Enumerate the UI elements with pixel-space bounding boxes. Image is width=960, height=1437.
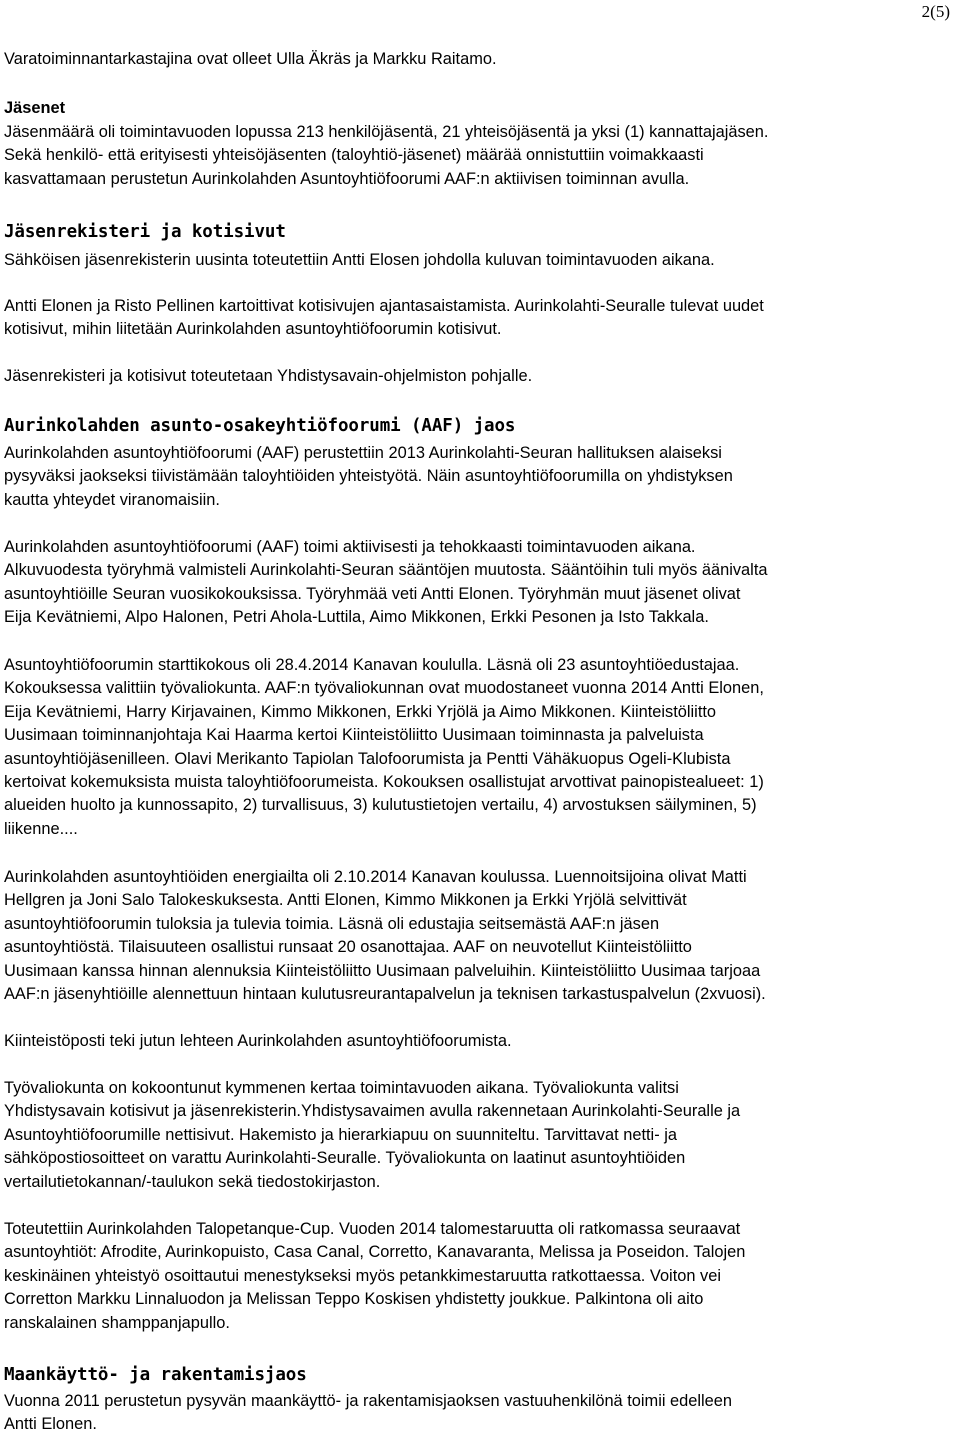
text-line: vertailutietokannan/-taulukon sekä tiedostokirjaston. bbox=[4, 1172, 381, 1191]
text-line: Uusimaan toiminnanjohtaja Kai Haarma kertoi Kiinteistöliitto Uusimaan toiminnasta ja palveluista bbox=[4, 726, 704, 745]
text-line: Kokouksessa valittiin työvaliokunta. AAF:n työvaliokunnan ovat muodostaneet vuonna 2014 Antti Elonen, bbox=[4, 679, 764, 698]
text-line: Eija Kevätniemi, Alpo Halonen, Petri Ahola-Luttila, Aimo Mikkonen, Erkki Pesonen ja Isto Takkala. bbox=[4, 608, 709, 627]
text-line: asuntoyhtiöt: Afrodite, Aurinkopuisto, Casa Canal, Corretto, Kanavaranta, Melissa ja Poseidon. Talojen bbox=[4, 1243, 746, 1262]
aaf-paragraph-2 bbox=[4, 536, 956, 630]
section-heading-land-use: Maankäyttö- ja rakentamisjaos bbox=[4, 1365, 307, 1385]
members-paragraph bbox=[4, 121, 956, 191]
text-line: Sähköisen jäsenrekisterin uusinta toteutettiin Antti Elosen johdolla kuluvan toimintavuoden aikana. bbox=[4, 251, 715, 269]
text-line: Aurinkolahden asuntoyhtiöfoorumi (AAF) perustettiin 2013 Aurinkolahti-Seuran hallituksen alaiseksi bbox=[4, 444, 722, 462]
text-line: Varatoiminnantarkastajina ovat olleet Ulla Äkräs ja Markku Raitamo. bbox=[4, 50, 497, 68]
text-line: Jäsenrekisteri ja kotisivut toteutetaan Yhdistysavain-ohjelmiston pohjalle. bbox=[4, 367, 533, 385]
text-line: asuntoyhtiöfoorumin tuloksia ja tulevia toimia. Läsnä oli edustajia seitsemästä AAF:n jäsen bbox=[4, 914, 660, 933]
text-line: kotisivut, mihin liitetään Aurinkolahden asuntoyhtiöfoorumin kotisivut. bbox=[4, 320, 502, 339]
aaf-paragraph-6 bbox=[4, 1077, 956, 1194]
text-line: alueiden huolto ja kunnossapito, 2) turvallisuus, 3) kulutustietojen vertailu, 4) arvostuksen säilyminen, 5) bbox=[4, 796, 757, 815]
text-line: Kiinteistöposti teki jutun lehteen Aurinkolahden asuntoyhtiöfoorumista. bbox=[4, 1032, 512, 1050]
text-line: Aurinkolahden asuntoyhtiöiden energiailta oli 2.10.2014 Kanavan koulussa. Luennoitsijoina olivat Matti bbox=[4, 868, 747, 886]
section-heading-aaf: Aurinkolahden asunto-osakeyhtiöfoorumi (AAF) jaos bbox=[4, 416, 516, 436]
text-line: pysyväksi jaokseksi tiivistämään taloyhtiöiden yhteistyötä. Näin asuntoyhtiöfoorumilla on yhdistyksen bbox=[4, 467, 733, 486]
text-line: kertoivat kokemuksista muista taloyhtiöfoorumeista. Kokouksen osallistujat arvottivat painopistealueet: 1) bbox=[4, 773, 764, 792]
text-line: keskinäinen yhteistyö osoittautui menestykseksi myös petankkimestaruutta ratkottaessa. Voiton vei bbox=[4, 1266, 721, 1285]
text-line: AAF:n jäsenyhtiöille alennettuun hintaan kulutusreurantapalvelun ja teknisen tarkastuspalvelun (2xvuosi). bbox=[4, 985, 766, 1004]
text-line: Toteutettiin Aurinkolahden Talopetanque-Cup. Vuoden 2014 talomestaruutta oli ratkomassa seuraavat bbox=[4, 1220, 741, 1238]
text-line: sähköpostiosoitteet on varattu Aurinkolahti-Seuralle. Työvaliokunta on laatinut asuntoyhtiöiden bbox=[4, 1149, 686, 1168]
aaf-paragraph-4 bbox=[4, 866, 956, 1006]
aaf-paragraph-5 bbox=[4, 1030, 956, 1053]
text-line: asuntoyhtiöille Seuran vuosikokouksissa. Työryhmää veti Antti Elonen. Työryhmän muut jäsenet olivat bbox=[4, 584, 741, 603]
registry-paragraph-3 bbox=[4, 365, 956, 388]
text-line: asuntoyhtiöstä. Tilaisuuteen osallistui runsaat 20 osanottajaa. AAF on neuvotellut Kiinteistöliitto bbox=[4, 938, 692, 957]
text-line: Uusimaan kanssa hinnan alennuksia Kiinteistöliitto Uusimaan palveluihin. Kiinteistöliitto Uusimaa tarjoaa bbox=[4, 961, 761, 980]
text-line: kautta yhteydet viranomaisiin. bbox=[4, 490, 220, 509]
text-line: Sekä henkilö- että erityisesti yhteisöjäsenten (taloyhtiö-jäsenet) määrää onnistuttiin voimakkaasti bbox=[4, 146, 704, 165]
text-line: asuntoyhtiöjäsenilleen. Olavi Merikanto Tapiolan Talofoorumista ja Pentti Vähäkuopus Ogeli-Klubista bbox=[4, 749, 731, 768]
text-line: Corretton Markku Linnaluodon ja Melissan Teppo Koskisen yhdistetty joukkue. Palkintona oli aito bbox=[4, 1290, 704, 1309]
aaf-paragraph-7 bbox=[4, 1218, 956, 1335]
page-number: 2(5) bbox=[921, 2, 950, 21]
text-line: ranskalainen shamppanjapullo. bbox=[4, 1313, 230, 1332]
text-line: Asuntoyhtiöfoorumin starttikokous oli 28.4.2014 Kanavan koululla. Läsnä oli 23 asuntoyhtiöedustajaa. bbox=[4, 656, 740, 674]
text-line: Työvaliokunta on kokoontunut kymmenen kertaa toimintavuoden aikana. Työvaliokunta valitsi bbox=[4, 1079, 679, 1097]
land-use-paragraph bbox=[4, 1390, 956, 1437]
registry-paragraph-2 bbox=[4, 295, 956, 342]
text-line: liikenne.... bbox=[4, 819, 78, 838]
text-line: Antti Elonen ja Risto Pellinen kartoittivat kotisivujen ajantasaistamista. Aurinkolahti-Seuralle tulevat uudet bbox=[4, 297, 764, 315]
text-line: kasvattamaan perustetun Aurinkolahden Asuntoyhtiöfoorumi AAF:n aktiivisen toiminnan avulla. bbox=[4, 169, 690, 188]
text-line: Vuonna 2011 perustetun pysyvän maankäyttö- ja rakentamisjaoksen vastuuhenkilönä toimii edelleen bbox=[4, 1392, 733, 1410]
intro-paragraph bbox=[4, 48, 956, 71]
registry-paragraph-1 bbox=[4, 249, 956, 272]
aaf-paragraph-1 bbox=[4, 442, 956, 512]
text-line: Alkuvuodesta työryhmä valmisteli Aurinkolahti-Seuran sääntöjen muutosta. Sääntöihin tuli myös äänivalta bbox=[4, 561, 768, 580]
text-line: Eija Kevätniemi, Harry Kirjavainen, Kimmo Mikkonen, Erkki Yrjölä ja Aimo Mikkonen. Kiinteistöliitto bbox=[4, 702, 717, 721]
text-line: Yhdistysavain kotisivut ja jäsenrekisterin.Yhdistysavaimen avulla rakennetaan Aurinkolahti-Seuralle ja bbox=[4, 1102, 741, 1121]
aaf-paragraph-3 bbox=[4, 654, 956, 841]
text-line: Aurinkolahden asuntoyhtiöfoorumi (AAF) toimi aktiivisesti ja tehokkaasti toimintavuoden aikana. bbox=[4, 538, 696, 556]
text-line: Asuntoyhtiöfoorumille nettisivut. Hakemisto ja hierarkiapuu on suunniteltu. Tarvittavat netti- ja bbox=[4, 1125, 677, 1144]
section-heading-members: Jäsenet bbox=[4, 99, 66, 117]
text-line: Antti Elonen. bbox=[4, 1415, 97, 1434]
section-heading-registry: Jäsenrekisteri ja kotisivut bbox=[4, 222, 286, 242]
text-line: Jäsenmäärä oli toimintavuoden lopussa 213 henkilöjäsentä, 21 yhteisöjäsentä ja yksi (1) kannattajajäsen. bbox=[4, 123, 769, 141]
text-line: Hellgren ja Joni Salo Talokeskuksesta. Antti Elonen, Kimmo Mikkonen ja Erkki Yrjölä selvittivät bbox=[4, 891, 687, 910]
